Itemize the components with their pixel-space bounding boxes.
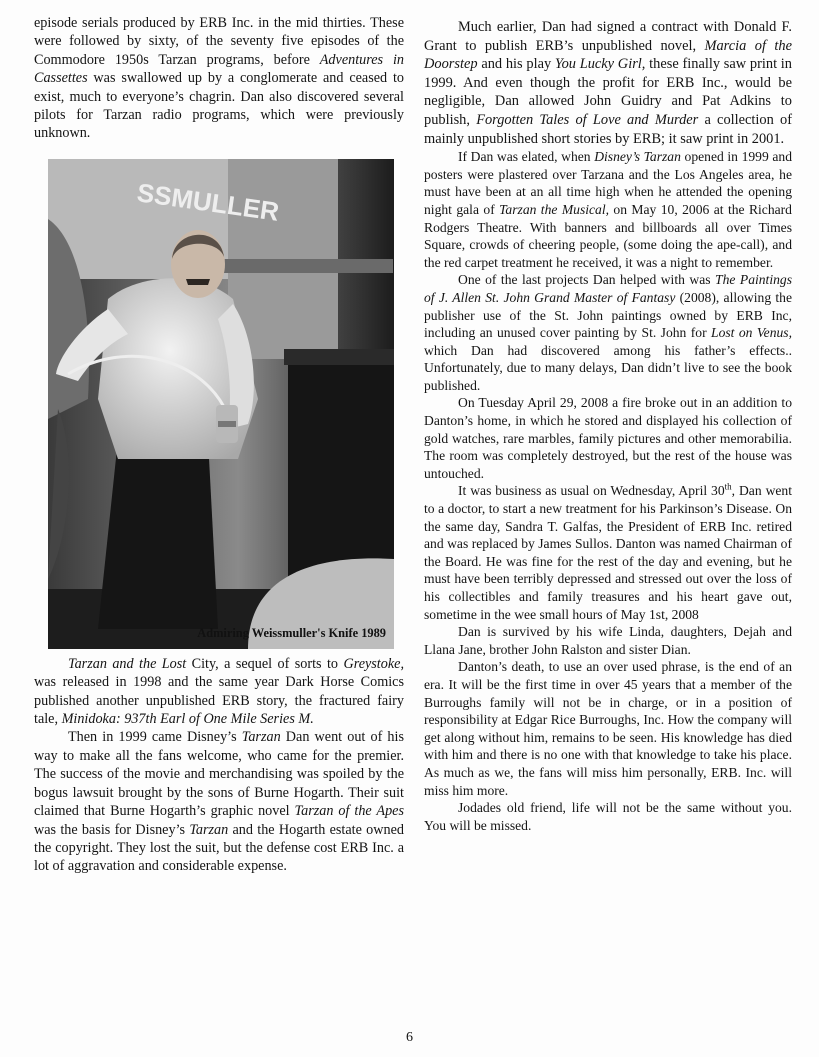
right-column: [424, 18, 792, 834]
poster-banner-text: SSMULLER: [135, 177, 281, 227]
paragraph-april-30: It was business as usual on Wednesday, April 30th, Dan went to a doctor, to start a new treatment for his Parkinson’s Disease. On the same day, Sandra T. Galfas, the President of ERB Inc. retired and was replaced by James Sullos. Danton was named Chairman of the Board. He was fine for the rest of the day and evening, but he must have been terribly depressed and stressed out over the loss of his collectibles and family treasures and his heart gave out, sometime in the wee small hours of May 1st, 2008: [424, 481, 792, 622]
paragraph-lost-city: Tarzan and the Lost City, a sequel of sorts to Greystoke, was released in 1998 and the same year Dark Horse Comics published another unpublished ERB story, the fractured fairy tale, Minidoka: 937th Earl of One Mile Series M.: [34, 655, 404, 728]
paragraph-disney-lawsuit: Then in 1999 came Disney’s Tarzan Dan went out of his way to make all the fans welcome, who came for the premier. The success of the movie and merchandising was spoiled by the bogus lawsuit brought by the sons of Burne Hogarth. Their suit claimed that Burne Hogarth’s graphic novel Tarzan of the Apes was the basis for Disney’s Tarzan and the Hogarth estate owned the copyright. They lost the suit, but the defense cost ERB Inc. a lot of aggravation and considerable expense.: [34, 729, 404, 875]
paragraph-survived-by: Dan is survived by his wife Linda, daughters, Dejah and Llana Jane, brother John Ralston and sister Dian.: [424, 624, 792, 657]
paragraph-grant-contract: Much earlier, Dan had signed a contract with Donald F. Grant to publish ERB’s unpublished novel, Marcia of the Doorstep and his play You Lucky Girl, these finally saw print in 1999. And even though the profit for ERB Inc., would be negligible, Dan allowed John Guidry and Pat Adkins to publish, Forgotten Tales of Love and Murder a collection of mainly unpublished short stories by ERB; it saw print in 2001.: [424, 19, 792, 147]
paragraph-radio-serials: episode serials produced by ERB Inc. in the mid thirties. These were followed by sixty, of the seventy five episodes of the Commodore 1950s Tarzan programs, before Adventures in Cassettes was swallowed up by a conglomerate and ceased to exist, much to everyone’s chagrin. Dan also discovered several pilots for Tarzan radio programs, which were previously unknown.: [34, 15, 404, 142]
left-column: [34, 14, 404, 876]
paragraph-farewell: Jodades old friend, life will not be the same without you. You will be missed.: [424, 800, 792, 833]
photo-caption: Admiring Weissmuller's Knife 1989: [197, 626, 386, 641]
paragraph-st-john-paintings: One of the last projects Dan helped with was The Paintings of J. Allen St. John Grand Master of Fantasy (2008), allowing the publisher use of the St. John paintings owned by ERB Inc, including an unused cover painting by St. John for Lost on Venus, which Dan had discovered among his father’s effects.. Unfortunately, due to many delays, Dan didn’t live to see the book published.: [424, 272, 792, 393]
photo-illustration: [48, 159, 394, 649]
paragraph-tarzan-musical: If Dan was elated, when Disney’s Tarzan opened in 1999 and posters were plastered over Tarzana and the Los Angeles area, he must have been at an all time high when he attended the opening night gala of Tarzan the Musical, on May 10, 2006 at the Richard Rodgers Theatre. With banners and billboards all over Times Square, crowds of cheering people, (some doing the ape-call), and the red carpet treatment he received, it was a night to remember.: [424, 149, 792, 270]
paragraph-end-of-era: Danton’s death, to use an over used phrase, is the end of an era. It will be the first time in over 45 years that a member of the Burroughs family will not be in charge, or in a position of responsibility at Edgar Rice Burroughs, Inc. How the company will get along without him, remains to be seen. His knowledge has died with him and there is no one with that knowledge to take his place. As much as we, the fans will miss him personally, ERB. Inc. will miss him more.: [424, 659, 792, 798]
photo-weissmuller-knife: [48, 159, 394, 649]
page-number: 6: [406, 1030, 413, 1045]
paragraph-fire: On Tuesday April 29, 2008 a fire broke out in an addition to Danton’s home, in which he stored and displayed his collection of gold watches, rare marbles, family pictures and other memorabilia. The room was completely destroyed, but the rest of the house was untouched.: [424, 395, 792, 481]
